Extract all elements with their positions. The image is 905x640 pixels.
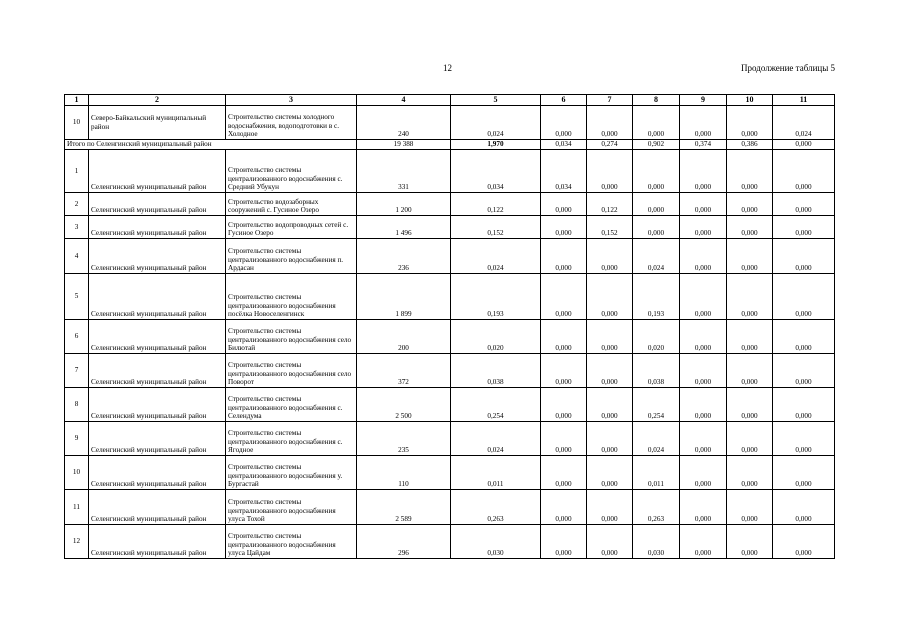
- table-row: [65, 274, 835, 320]
- value-cell: 0,000: [727, 320, 773, 354]
- value-cell: 0,000: [587, 239, 633, 274]
- value-cell: 0,152: [451, 216, 541, 239]
- value-cell: 0,000: [680, 106, 727, 140]
- value-cell: 0,000: [680, 456, 727, 490]
- value-cell: 0,000: [727, 490, 773, 525]
- value-cell: 0,000: [680, 422, 727, 456]
- value-cell: 0,254: [451, 388, 541, 422]
- district-cell: Селенгинский муниципальный район: [89, 239, 226, 274]
- value-cell: 0,000: [773, 490, 835, 525]
- value-cell: 0,000: [773, 422, 835, 456]
- value-cell: 0,000: [541, 422, 587, 456]
- value-cell: 240: [357, 106, 451, 140]
- value-cell: 0,000: [773, 150, 835, 193]
- value-cell: 0,000: [727, 388, 773, 422]
- row-number: 6: [65, 320, 89, 354]
- value-cell: 0,122: [451, 193, 541, 216]
- continuation-label: Продолжение таблицы 5: [741, 63, 835, 73]
- table-row: [65, 320, 835, 354]
- value-cell: 0,000: [541, 354, 587, 388]
- value-cell: 0,011: [451, 456, 541, 490]
- row-number: 9: [65, 422, 89, 456]
- total-value: 0,034: [541, 140, 587, 150]
- value-cell: 0,000: [773, 320, 835, 354]
- value-cell: 0,030: [451, 525, 541, 559]
- value-cell: 0,000: [773, 239, 835, 274]
- value-cell: 0,000: [541, 525, 587, 559]
- value-cell: 0,000: [727, 216, 773, 239]
- value-cell: 0,000: [587, 274, 633, 320]
- value-cell: 0,263: [633, 490, 680, 525]
- value-cell: 1 899: [357, 274, 451, 320]
- header-cell: 11: [773, 95, 835, 106]
- district-cell: Селенгинский муниципальный район: [89, 320, 226, 354]
- value-cell: 0,000: [727, 456, 773, 490]
- value-cell: 0,122: [587, 193, 633, 216]
- value-cell: 0,000: [680, 193, 727, 216]
- total-label: Итого по Селенгинский муниципальный район: [65, 140, 357, 150]
- value-cell: 0,000: [773, 274, 835, 320]
- value-cell: 0,000: [727, 525, 773, 559]
- district-cell: Селенгинский муниципальный район: [89, 490, 226, 525]
- value-cell: 0,152: [587, 216, 633, 239]
- value-cell: 0,000: [587, 106, 633, 140]
- value-cell: 0,000: [587, 456, 633, 490]
- value-cell: 0,038: [633, 354, 680, 388]
- header-cell: 6: [541, 95, 587, 106]
- header-cell: 4: [357, 95, 451, 106]
- value-cell: 0,000: [727, 106, 773, 140]
- header-cell: 10: [727, 95, 773, 106]
- total-value: 0,274: [587, 140, 633, 150]
- project-cell: Строительство системы централизованного водоснабжения с. Средний Убукун: [226, 150, 357, 193]
- value-cell: 0,263: [451, 490, 541, 525]
- value-cell: 0,000: [587, 525, 633, 559]
- value-cell: 0,024: [451, 239, 541, 274]
- value-cell: 0,000: [680, 274, 727, 320]
- row-number: 11: [65, 490, 89, 525]
- value-cell: 0,000: [633, 150, 680, 193]
- header-row: [65, 95, 835, 106]
- total-value: 0,000: [773, 140, 835, 150]
- value-cell: 331: [357, 150, 451, 193]
- district-cell: Селенгинский муниципальный район: [89, 150, 226, 193]
- value-cell: 0,024: [451, 106, 541, 140]
- project-cell: Строительство системы централизованного водоснабжения посёлка Новоселенгинск: [226, 274, 357, 320]
- header-cell: 9: [680, 95, 727, 106]
- district-cell: Селенгинский муниципальный район: [89, 274, 226, 320]
- value-cell: 0,011: [633, 456, 680, 490]
- table-row: [65, 193, 835, 216]
- value-cell: 0,000: [727, 422, 773, 456]
- table-row: [65, 106, 835, 140]
- value-cell: 0,000: [773, 456, 835, 490]
- value-cell: 0,000: [727, 354, 773, 388]
- value-cell: 0,034: [451, 150, 541, 193]
- value-cell: 0,024: [773, 106, 835, 140]
- header-cell: 1: [65, 95, 89, 106]
- value-cell: 2 589: [357, 490, 451, 525]
- value-cell: 0,000: [541, 490, 587, 525]
- district-cell: Селенгинский муниципальный район: [89, 422, 226, 456]
- value-cell: 0,024: [451, 422, 541, 456]
- project-cell: Строительство системы централизованного водоснабжения село Поворот: [226, 354, 357, 388]
- row-number: 3: [65, 216, 89, 239]
- value-cell: 0,000: [587, 422, 633, 456]
- value-cell: 110: [357, 456, 451, 490]
- page-number: 12: [443, 63, 452, 73]
- value-cell: 0,000: [680, 239, 727, 274]
- district-cell: Селенгинский муниципальный район: [89, 354, 226, 388]
- value-cell: 0,000: [633, 216, 680, 239]
- value-cell: 0,020: [633, 320, 680, 354]
- value-cell: 2 500: [357, 388, 451, 422]
- value-cell: 0,000: [587, 354, 633, 388]
- value-cell: 0,000: [587, 320, 633, 354]
- value-cell: 0,000: [541, 106, 587, 140]
- value-cell: 0,000: [680, 354, 727, 388]
- header-cell: 2: [89, 95, 226, 106]
- value-cell: 0,000: [680, 490, 727, 525]
- value-cell: 0,000: [680, 150, 727, 193]
- value-cell: 1 496: [357, 216, 451, 239]
- table-row: [65, 388, 835, 422]
- project-cell: Строительство системы централизованного водоснабжения у. Бургастай: [226, 456, 357, 490]
- project-cell: Строительство системы централизованного водоснабжения с. Ягодное: [226, 422, 357, 456]
- district-cell: Селенгинский муниципальный район: [89, 388, 226, 422]
- data-table: [64, 94, 835, 559]
- value-cell: 0,000: [773, 193, 835, 216]
- table-row: [65, 216, 835, 239]
- row-number: 10: [65, 456, 89, 490]
- value-cell: 0,000: [773, 354, 835, 388]
- value-cell: 235: [357, 422, 451, 456]
- value-cell: 0,000: [541, 388, 587, 422]
- value-cell: 372: [357, 354, 451, 388]
- project-cell: Строительство системы централизованного водоснабжения улуса Тохой: [226, 490, 357, 525]
- header-cell: 8: [633, 95, 680, 106]
- district-cell: Селенгинский муниципальный район: [89, 216, 226, 239]
- value-cell: 0,000: [727, 274, 773, 320]
- header-cell: 7: [587, 95, 633, 106]
- value-cell: 0,254: [633, 388, 680, 422]
- project-cell: Строительство системы централизованного водоснабжения село Билютай: [226, 320, 357, 354]
- project-cell: Строительство водопроводных сетей с. Гусиное Озеро: [226, 216, 357, 239]
- total-value: 0,902: [633, 140, 680, 150]
- table-row: [65, 422, 835, 456]
- project-cell: Строительство водозаборных сооружений с. Гусиное Озеро: [226, 193, 357, 216]
- table-row: [65, 490, 835, 525]
- header-cell: 5: [451, 95, 541, 106]
- row-number: 2: [65, 193, 89, 216]
- table-row: [65, 239, 835, 274]
- district-cell: Селенгинский муниципальный район: [89, 193, 226, 216]
- total-value: 1,970: [451, 140, 541, 150]
- district-cell: Селенгинский муниципальный район: [89, 525, 226, 559]
- value-cell: 0,193: [451, 274, 541, 320]
- value-cell: 0,000: [727, 193, 773, 216]
- row-number: 1: [65, 150, 89, 193]
- row-number: 12: [65, 525, 89, 559]
- row-number: 10: [65, 106, 89, 140]
- value-cell: 0,000: [727, 239, 773, 274]
- value-cell: 0,000: [587, 388, 633, 422]
- value-cell: 0,030: [633, 525, 680, 559]
- value-cell: 0,034: [541, 150, 587, 193]
- row-number: 5: [65, 274, 89, 320]
- table-row: [65, 525, 835, 559]
- value-cell: 0,000: [587, 150, 633, 193]
- value-cell: 0,000: [633, 106, 680, 140]
- total-row: [65, 140, 835, 150]
- total-value: 0,374: [680, 140, 727, 150]
- value-cell: 200: [357, 320, 451, 354]
- value-cell: 0,000: [680, 216, 727, 239]
- project-cell: Строительство системы холодного водоснабжения, водоподготовки в с. Холодное: [226, 106, 357, 140]
- value-cell: 0,000: [541, 239, 587, 274]
- value-cell: 0,000: [541, 320, 587, 354]
- row-number: 8: [65, 388, 89, 422]
- value-cell: 0,000: [680, 320, 727, 354]
- district-cell: Северо-Байкальский муниципальный район: [89, 106, 226, 140]
- table-row: [65, 354, 835, 388]
- value-cell: 0,000: [541, 274, 587, 320]
- value-cell: 0,000: [587, 490, 633, 525]
- total-value: 19 388: [357, 140, 451, 150]
- value-cell: 0,024: [633, 422, 680, 456]
- row-number: 7: [65, 354, 89, 388]
- value-cell: 0,020: [451, 320, 541, 354]
- value-cell: 296: [357, 525, 451, 559]
- value-cell: 0,038: [451, 354, 541, 388]
- project-cell: Строительство системы централизованного водоснабжения улуса Цайдам: [226, 525, 357, 559]
- value-cell: 0,000: [541, 216, 587, 239]
- value-cell: 0,024: [633, 239, 680, 274]
- value-cell: 0,000: [633, 193, 680, 216]
- value-cell: 0,000: [680, 388, 727, 422]
- value-cell: 0,000: [541, 456, 587, 490]
- value-cell: 0,000: [680, 525, 727, 559]
- district-cell: Селенгинский муниципальный район: [89, 456, 226, 490]
- header-cell: 3: [226, 95, 357, 106]
- value-cell: 0,000: [773, 216, 835, 239]
- table-row: [65, 456, 835, 490]
- table-row: [65, 150, 835, 193]
- value-cell: 0,000: [773, 388, 835, 422]
- value-cell: 0,000: [773, 525, 835, 559]
- value-cell: 236: [357, 239, 451, 274]
- project-cell: Строительство системы централизованного водоснабжения с. Селендума: [226, 388, 357, 422]
- value-cell: 0,193: [633, 274, 680, 320]
- total-value: 0,386: [727, 140, 773, 150]
- value-cell: 0,000: [727, 150, 773, 193]
- value-cell: 1 200: [357, 193, 451, 216]
- row-number: 4: [65, 239, 89, 274]
- value-cell: 0,000: [541, 193, 587, 216]
- project-cell: Строительство системы централизованного водоснабжения п. Ардасан: [226, 239, 357, 274]
